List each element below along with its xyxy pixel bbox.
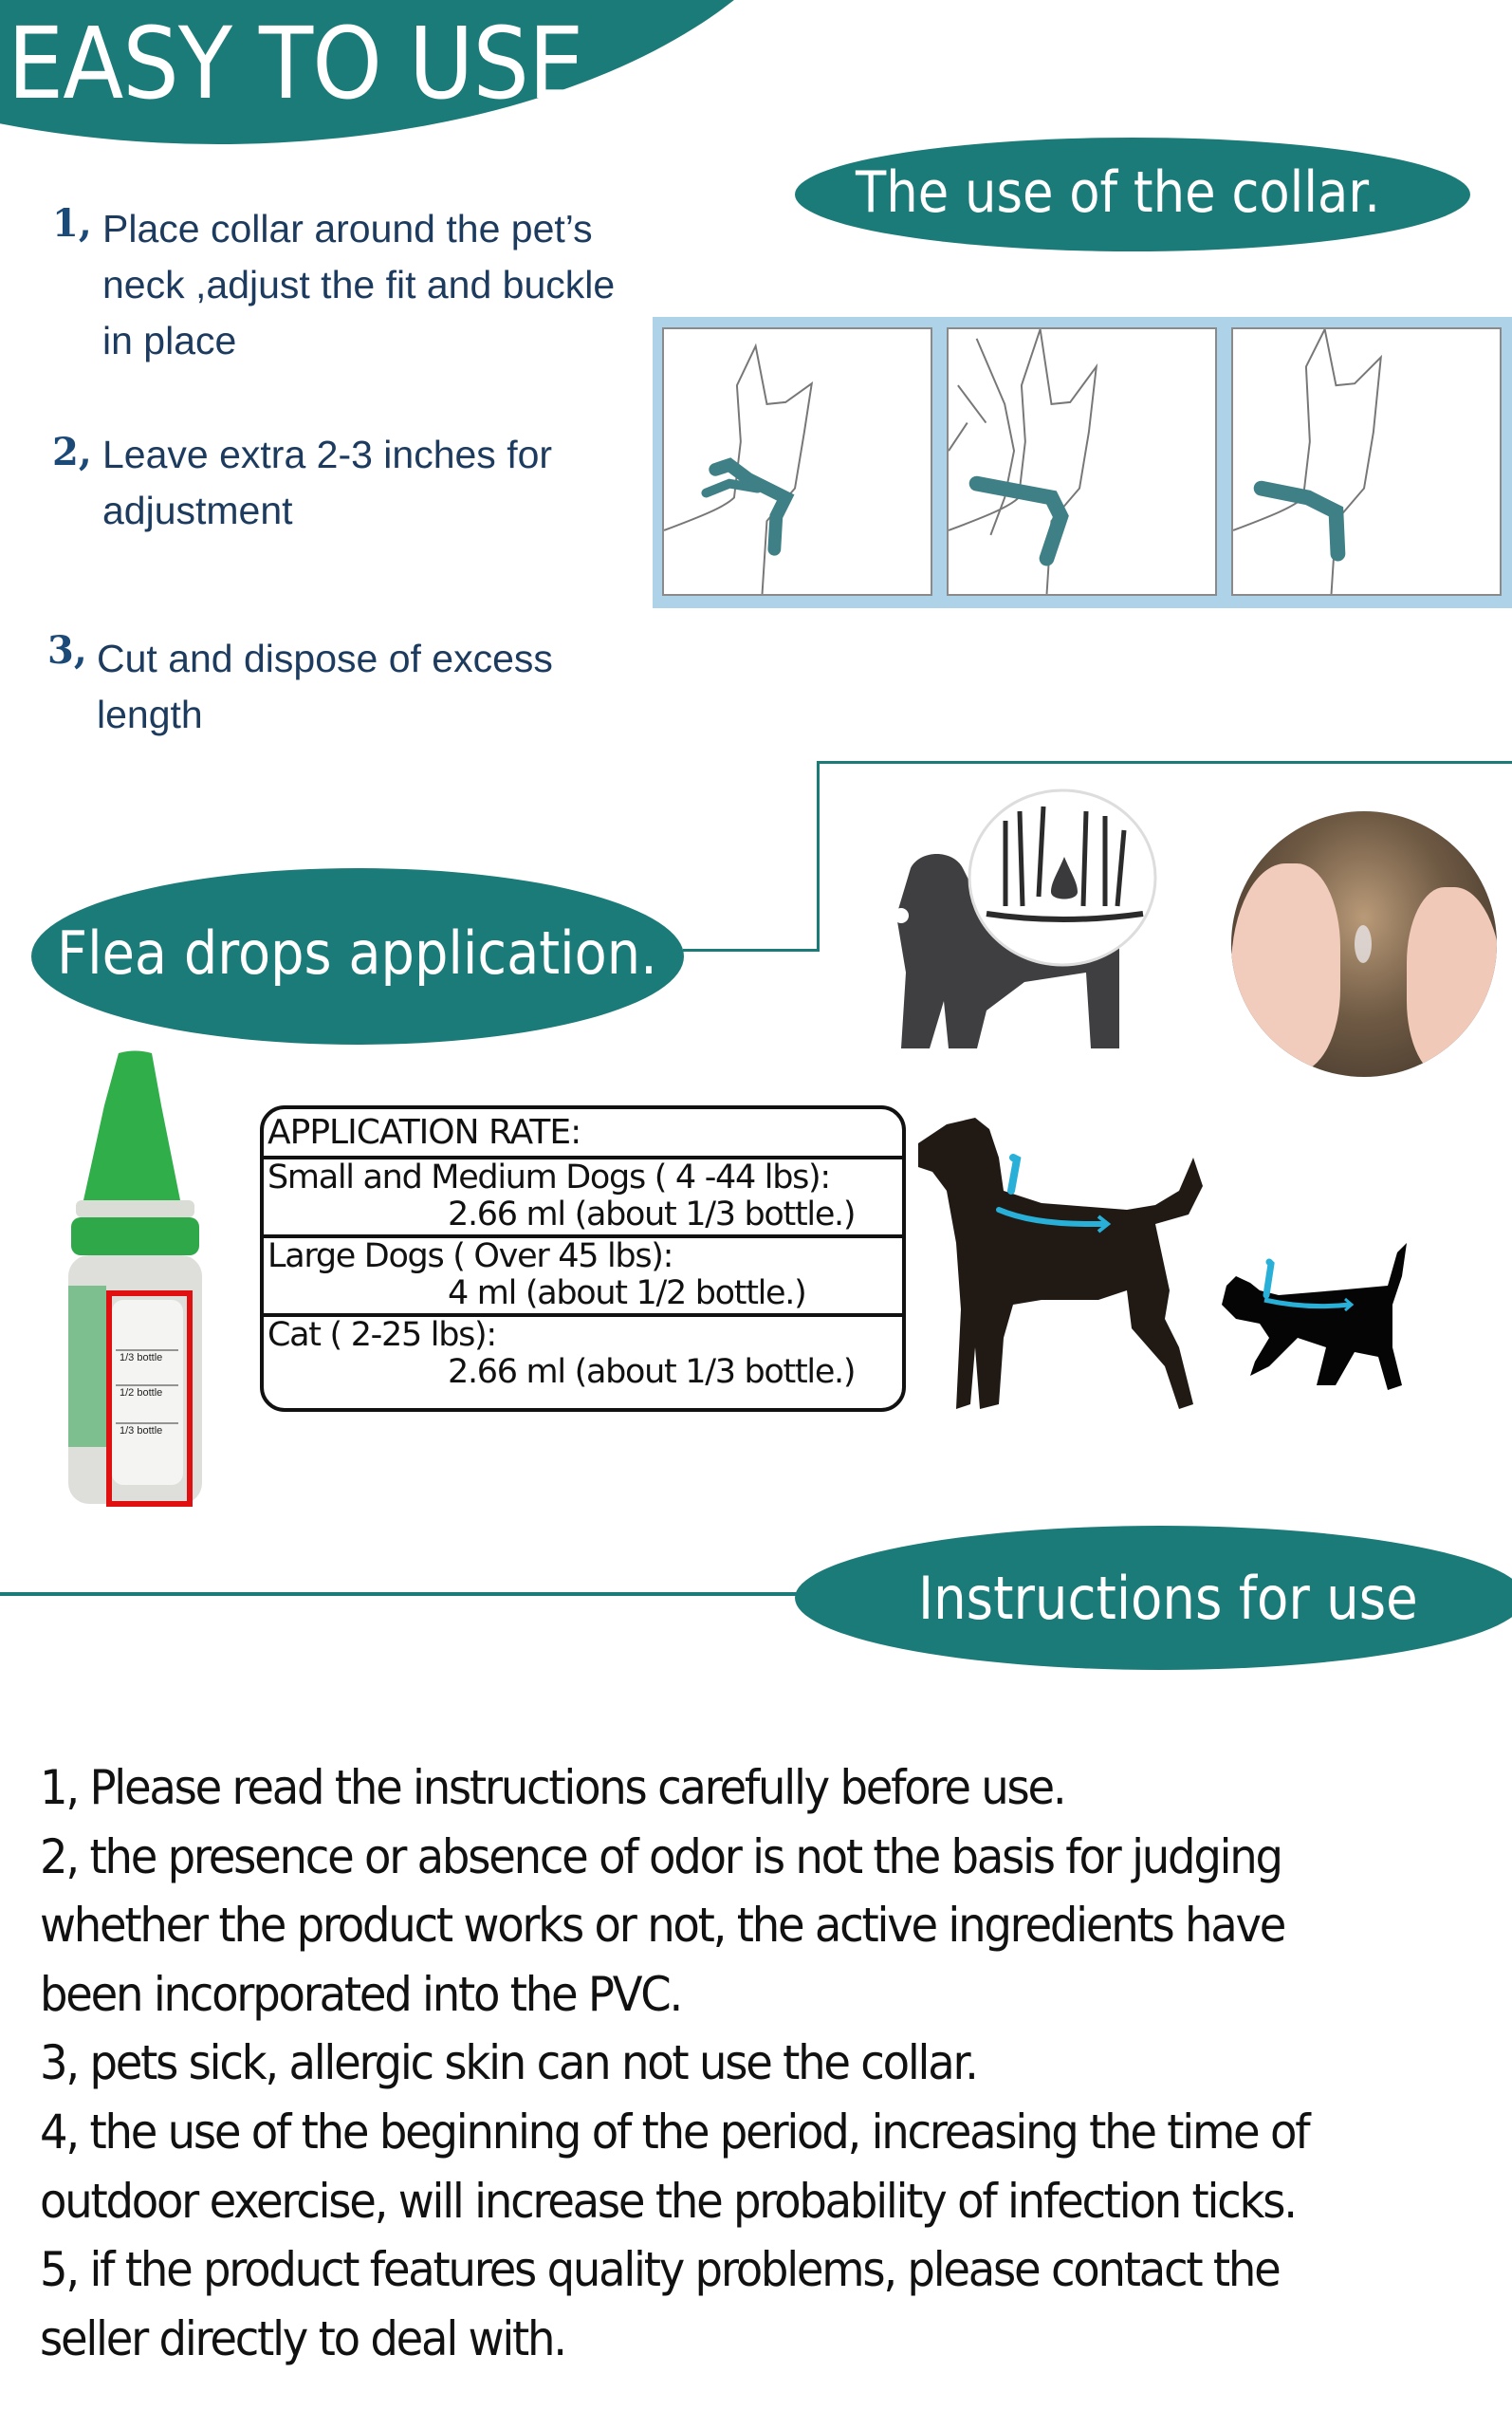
skin-parting [1355, 925, 1372, 963]
dog-cat-application-diagram [909, 1101, 1512, 1418]
flea-section-title: Flea drops application. [57, 918, 657, 988]
rate-value: 2.66 ml (about 1/3 bottle.) [448, 1353, 856, 1391]
connector-line [817, 761, 820, 951]
instruction-line: outdoor exercise, will increase the probability of infection ticks. [40, 2173, 1296, 2229]
rate-row [264, 1238, 902, 1317]
step-text-line: Leave extra 2-3 inches for [102, 433, 553, 476]
cat-silhouette-icon [1222, 1243, 1407, 1390]
step-text-line: in place [102, 319, 237, 362]
cat-collar-loose-icon [664, 329, 931, 594]
applying-drops-photo [1231, 811, 1497, 1077]
rate-label: Large Dogs ( Over 45 lbs): [267, 1237, 673, 1275]
instructions-section-title: Instructions for use [918, 1564, 1418, 1633]
rate-label: Cat ( 2-25 lbs): [267, 1316, 496, 1354]
cat-collar-fastened-icon [1233, 329, 1500, 594]
application-rate-table [260, 1105, 906, 1412]
instruction-line: whether the product works or not, the active ingredients have [40, 1898, 1285, 1954]
collar-step-3-illustration [1231, 327, 1502, 596]
connector-line [683, 949, 820, 952]
step-text-line: Place collar around the pet’s [102, 207, 593, 250]
hand-left [1231, 863, 1340, 1072]
instruction-line: 2, the presence or absence of odor is not the basis for judging [40, 1828, 1282, 1884]
dropper-bottle [57, 1048, 213, 1513]
hand-adjusting-collar-icon [949, 329, 1215, 594]
rate-value: 2.66 ml (about 1/3 bottle.) [448, 1196, 856, 1233]
collar-steps-illustration [653, 317, 1512, 608]
dog-drop-magnifier-icon [873, 783, 1176, 1058]
instruction-line: seller directly to deal with. [40, 2310, 565, 2366]
hand-right [1407, 887, 1497, 1077]
instructions-list [40, 1753, 1501, 2373]
step-text-line: adjustment [102, 489, 293, 532]
collar-step-2-illustration [947, 327, 1217, 596]
bottle-mark: 1/2 bottle [120, 1387, 163, 1399]
instruction-line: 1, Please read the instructions carefully before use. [40, 1760, 1065, 1815]
instruction-line: been incorporated into the PVC. [40, 1966, 682, 2022]
dog-silhouette-icon [918, 1118, 1203, 1409]
rate-value: 4 ml (about 1/2 bottle.) [448, 1274, 806, 1312]
step-number: 3, [47, 628, 87, 673]
collar-section-title: The use of the collar. [856, 159, 1381, 226]
rate-row [264, 1317, 902, 1396]
step-text-line: Cut and dispose of excess [97, 637, 553, 680]
instructions-divider [0, 1592, 816, 1596]
instruction-line: 3, pets sick, allergic skin can not use the collar. [40, 2035, 977, 2091]
bottle-mark: 1/3 bottle [120, 1352, 163, 1363]
connector-line [817, 761, 1512, 764]
instruction-line: 5, if the product features quality problems, please contact the [40, 2242, 1280, 2298]
page-title: EASY TO USE [8, 6, 584, 121]
rate-row [264, 1159, 902, 1238]
step-text-line: neck ,adjust the fit and buckle [102, 263, 616, 306]
bottle-mark: 1/3 bottle [120, 1425, 163, 1437]
step-text-line: length [97, 693, 203, 736]
step-number: 1, [52, 201, 92, 246]
rate-label: Small and Medium Dogs ( 4 -44 lbs): [267, 1159, 830, 1196]
collar-step-1-illustration [662, 327, 932, 596]
application-rate-heading: APPLICATION RATE: [264, 1109, 902, 1159]
instruction-line: 4, the use of the beginning of the period, increasing the time of [40, 2104, 1309, 2160]
step-number: 2, [52, 430, 92, 474]
